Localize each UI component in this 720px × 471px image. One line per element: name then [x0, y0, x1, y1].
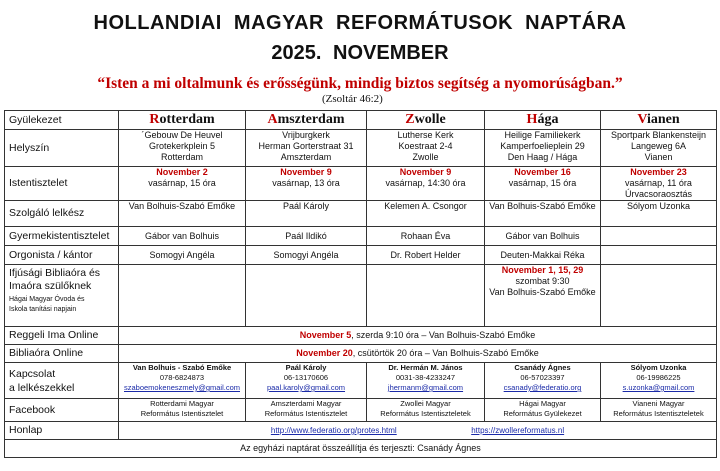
table-row [5, 130, 717, 167]
page-title: HOLLANDIAI MAGYAR REFORMÁTUSOK NAPTÁRA [93, 12, 627, 34]
morning-prayer-cell: November 5, szerda 9:10 óra – Van Bolhuis-Szabó Emőke [119, 327, 717, 345]
label-service: Istentisztelet [5, 167, 119, 201]
label-youth: Ifjúsági Bibliaóra és Imaóra szülőknek Hágai Magyar Óvoda és Iskola tanítási napjain [5, 265, 119, 327]
facebook-cell[interactable]: Vianeni Magyar Református Istentiszteletek [601, 399, 717, 422]
location-cell: ´Gebouw De Heuvel Grotekerkplein 5 Rotterdam [119, 130, 246, 167]
children-cell [601, 227, 717, 246]
zwolle-link[interactable]: https://zwollereformatus.nl [471, 426, 565, 435]
table-row [5, 345, 717, 363]
table-row [5, 167, 717, 201]
contact-cell: Paál Károly 06-13170606 paal.karoly@gmail.com [246, 363, 367, 399]
label-children: Gyermekistentisztelet [5, 227, 119, 246]
label-morning-prayer: Reggeli Ima Online [5, 327, 119, 345]
location-cell: Lutherse Kerk Koestraat 2-4 Zwolle [367, 130, 485, 167]
children-cell: Paál Ildikó [246, 227, 367, 246]
facebook-cell[interactable]: Amszterdami Magyar Református Istentisztelet [246, 399, 367, 422]
city-amszterdam: Amszterdam [246, 111, 367, 130]
homepage-cell [119, 422, 717, 440]
location-cell: Heilige Familiekerk Kamperfoelieplein 29 Den Haag / Hága [485, 130, 601, 167]
service-cell: November 2 vasárnap, 15 óra [119, 167, 246, 201]
label-homepage: Honlap [5, 422, 119, 440]
calendar-table [4, 110, 717, 458]
label-location: Helyszín [5, 130, 119, 167]
facebook-cell[interactable]: Zwollei Magyar Református Istentiszteletek [367, 399, 485, 422]
organist-cell: Dr. Robert Helder [367, 246, 485, 265]
service-cell: November 16 vasárnap, 15 óra [485, 167, 601, 201]
contact-cell: Csanády Ágnes 06-57023397 csanady@federatio.org [485, 363, 601, 399]
pastor-cell: Sólyom Uzonka [601, 201, 717, 227]
table-row [5, 399, 717, 422]
youth-cell-empty [367, 265, 485, 327]
youth-cell-empty [119, 265, 246, 327]
contact-email-link[interactable]: paal.karoly@gmail.com [266, 383, 346, 392]
pastor-cell: Van Bolhuis-Szabó Emőke [485, 201, 601, 227]
city-zwolle: Zwolle [367, 111, 485, 130]
label-facebook: Facebook [5, 399, 119, 422]
service-cell: November 9 vasárnap, 13 óra [246, 167, 367, 201]
table-row [5, 422, 717, 440]
facebook-cell[interactable]: Rotterdami Magyar Református Istentisztelet [119, 399, 246, 422]
federatio-link[interactable]: http://www.federatio.org/protes.html [270, 426, 397, 435]
table-row [5, 201, 717, 227]
table-row [5, 227, 717, 246]
label-pastor: Szolgáló lelkész [5, 201, 119, 227]
pastor-cell: Van Bolhuis-Szabó Emőke [119, 201, 246, 227]
children-cell: Rohaan Éva [367, 227, 485, 246]
children-cell: Gábor van Bolhuis [119, 227, 246, 246]
service-cell: November 23 vasárnap, 11 óra Úrvacsoraosztás [601, 167, 717, 201]
table-row [5, 265, 717, 327]
contact-cell: Sólyom Uzonka 06-19986225 s.uzonka@gmail.com [601, 363, 717, 399]
bible-quote: “Isten a mi oltalmunk és erősségünk, mindig biztos segítség a nyomorúságban.” [97, 75, 623, 92]
organist-cell: Somogyi Angéla [246, 246, 367, 265]
location-cell: Sportpark Blankensteijn Langeweg 6A Vianen [601, 130, 717, 167]
city-vianen: Vianen [601, 111, 717, 130]
label-bible-online: Bibliaóra Online [5, 345, 119, 363]
service-cell: November 9 vasárnap, 14:30 óra [367, 167, 485, 201]
label-organist: Orgonista / kántor [5, 246, 119, 265]
organist-cell: Deuten-Makkai Réka [485, 246, 601, 265]
page-subtitle: 2025. NOVEMBER [271, 42, 449, 64]
label-contact: Kapcsolat a lelkészekkel [5, 363, 119, 399]
table-row [5, 440, 717, 458]
contact-email-link[interactable]: jhermanm@gmail.com [387, 383, 464, 392]
youth-cell: November 1, 15, 29 szombat 9:30 Van Bolhuis-Szabó Emőke [485, 265, 601, 327]
contact-cell: Van Bolhuis - Szabó Emőke 078-6824873 szaboemokeneszmely@gmail.com [119, 363, 246, 399]
organist-cell [601, 246, 717, 265]
table-row [5, 363, 717, 399]
location-cell: Vrijburgkerk Herman Gorterstraat 31 Amszterdam [246, 130, 367, 167]
contact-cell: Dr. Hermán M. János 0031-38-4233247 jhermanm@gmail.com [367, 363, 485, 399]
organist-cell: Somogyi Angéla [119, 246, 246, 265]
pastor-cell: Paál Károly [246, 201, 367, 227]
table-row [5, 246, 717, 265]
table-row [5, 327, 717, 345]
quote-reference: (Zsoltár 46:2) [322, 93, 383, 105]
contact-email-link[interactable]: csanady@federatio.org [503, 383, 582, 392]
facebook-cell[interactable]: Hágai Magyar Református Gyülekezet [485, 399, 601, 422]
footer-credit: Az egyházi naptárat összeállítja és terjeszti: Csanády Ágnes [5, 440, 717, 458]
youth-cell-empty [246, 265, 367, 327]
contact-email-link[interactable]: s.uzonka@gmail.com [622, 383, 695, 392]
table-row [5, 111, 717, 130]
contact-email-link[interactable]: szaboemokeneszmely@gmail.com [124, 383, 240, 392]
pastor-cell: Kelemen A. Csongor [367, 201, 485, 227]
children-cell: Gábor van Bolhuis [485, 227, 601, 246]
city-haga: Hága [485, 111, 601, 130]
city-rotterdam: Rotterdam [119, 111, 246, 130]
label-congregation: Gyülekezet [5, 111, 119, 130]
youth-cell-empty [601, 265, 717, 327]
bible-online-cell: November 20, csütörtök 20 óra – Van Bolhuis-Szabó Emőke [119, 345, 717, 363]
